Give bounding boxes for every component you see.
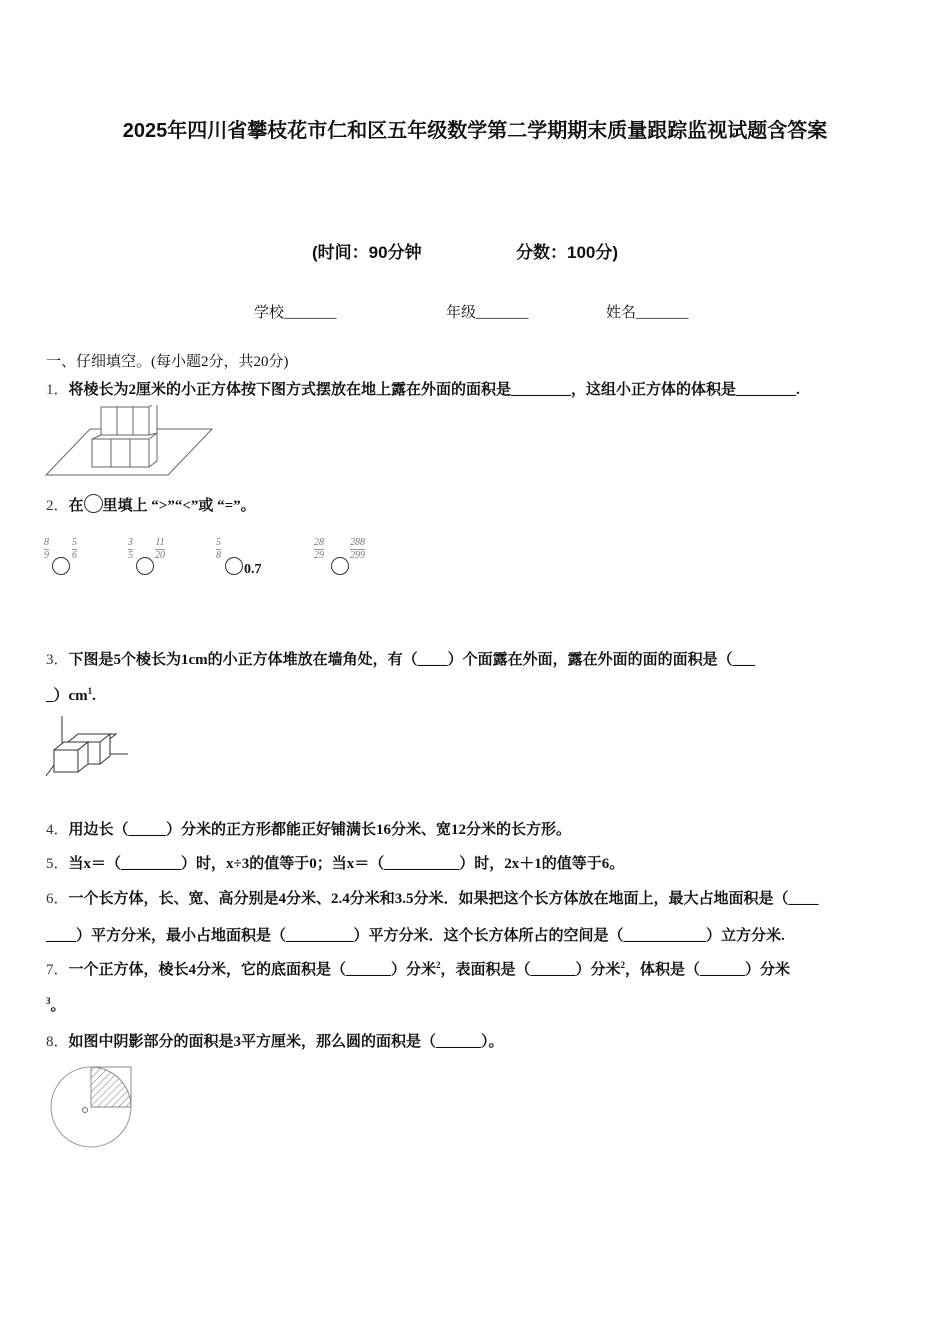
question-8 xyxy=(46,1030,504,1051)
superscript: 1 xyxy=(87,686,93,696)
answer-circle[interactable] xyxy=(331,557,349,575)
question-text: _）cm xyxy=(46,688,88,704)
question-text: 如图中阴影部分的面积是3平方厘米，那么圆的面积是（______）。 xyxy=(68,1034,504,1050)
page-title: 2025年四川省攀枝花市仁和区五年级数学第二学期期末质量跟踪监视试题含答案 xyxy=(122,120,828,142)
question-4 xyxy=(46,818,571,839)
shaded-circle-figure xyxy=(48,1064,138,1150)
question-7 xyxy=(46,958,790,979)
question-text: ，表面积是（______）分米 xyxy=(440,962,621,978)
decimal-value: 0.7 xyxy=(244,562,262,577)
fraction-denominator: 299 xyxy=(350,550,365,561)
fraction-numerator: 288 xyxy=(350,537,365,548)
question-text: 。 xyxy=(50,998,66,1014)
question-text: 里填上 “>”“<”或 “=”。 xyxy=(102,498,256,514)
question-5 xyxy=(46,852,624,873)
fraction-numerator: 3 xyxy=(128,537,133,548)
fraction-denominator: 20 xyxy=(155,550,165,561)
fraction-numerator: 28 xyxy=(314,537,324,548)
fraction-denominator: 9 xyxy=(44,550,49,561)
question-1 xyxy=(46,378,800,399)
circle-icon xyxy=(84,494,103,513)
school-field[interactable]: 学校_______ xyxy=(254,305,337,321)
question-number: 6． xyxy=(46,891,69,907)
question-6-continued: ____）平方分米，最小占地面积是（_________）平方分米．这个长方体所占的空间是（___________）立方分米. xyxy=(46,928,785,944)
superscript: 2 xyxy=(436,960,441,970)
question-number: 7． xyxy=(46,962,69,978)
fraction-numerator: 5 xyxy=(72,537,77,548)
question-number: 3． xyxy=(46,652,69,668)
answer-circle[interactable] xyxy=(225,557,243,575)
question-text: 一个正方体，棱长4分米，它的底面积是（______）分米 xyxy=(68,962,437,978)
question-number: 1． xyxy=(46,382,69,398)
superscript: 2 xyxy=(620,960,626,970)
fraction-numerator: 5 xyxy=(216,537,221,548)
question-text: 一个长方体，长、宽、高分别是4分米、2.4分米和3.5分米．如果把这个长方体放在地面上，最大占地面积是（____ xyxy=(68,891,819,907)
exam-time: (时间：90分钟 xyxy=(312,243,422,262)
grade-field[interactable]: 年级_______ xyxy=(446,305,529,321)
question-number: 2． xyxy=(46,498,69,514)
fraction-numerator: 8 xyxy=(44,537,49,548)
question-3-continued xyxy=(46,684,96,705)
question-number: 4． xyxy=(46,822,69,838)
question-6 xyxy=(46,887,819,908)
superscript: 3 xyxy=(46,996,51,1006)
question-text: ，体积是（______）分米 xyxy=(625,962,791,978)
answer-circle[interactable] xyxy=(52,557,70,575)
question-text: 下图是5个棱长为1cm的小正方体堆放在墙角处，有（____）个面露在外面，露在外面的面的面积是（___ xyxy=(68,652,756,668)
corner-cubes-figure xyxy=(44,714,134,778)
fraction-denominator: 6 xyxy=(72,550,77,561)
question-text: 当x＝（________）时，x÷3的值等于0；当x＝（__________）时，2x＋1的值等于6。 xyxy=(68,856,625,872)
name-field[interactable]: 姓名_______ xyxy=(606,305,689,321)
answer-circle[interactable] xyxy=(136,557,154,575)
question-3 xyxy=(46,648,755,669)
question-text: 在 xyxy=(68,498,84,514)
fraction-denominator: 5 xyxy=(128,550,133,561)
question-number: 8． xyxy=(46,1034,69,1050)
question-number: 5． xyxy=(46,856,69,872)
question-text: . xyxy=(92,688,96,704)
fraction-denominator: 29 xyxy=(314,550,324,561)
exam-score: 分数：100分) xyxy=(516,243,619,262)
question-7-continued xyxy=(46,994,66,1015)
question-text: 将棱长为2厘米的小正方体按下图方式摆放在地上露在外面的面积是________，这组小正方体的体积是________. xyxy=(68,382,800,398)
fraction-denominator: 8 xyxy=(216,550,221,561)
question-text: 用边长（_____）分米的正方形都能正好铺满长16分米、宽12分米的长方形。 xyxy=(68,822,572,838)
section-heading: 一、仔细填空。(每小题2分，共20分) xyxy=(46,354,289,370)
cube-stack-figure xyxy=(44,405,216,477)
question-2 xyxy=(46,494,256,515)
fraction-numerator: 11 xyxy=(155,537,165,548)
